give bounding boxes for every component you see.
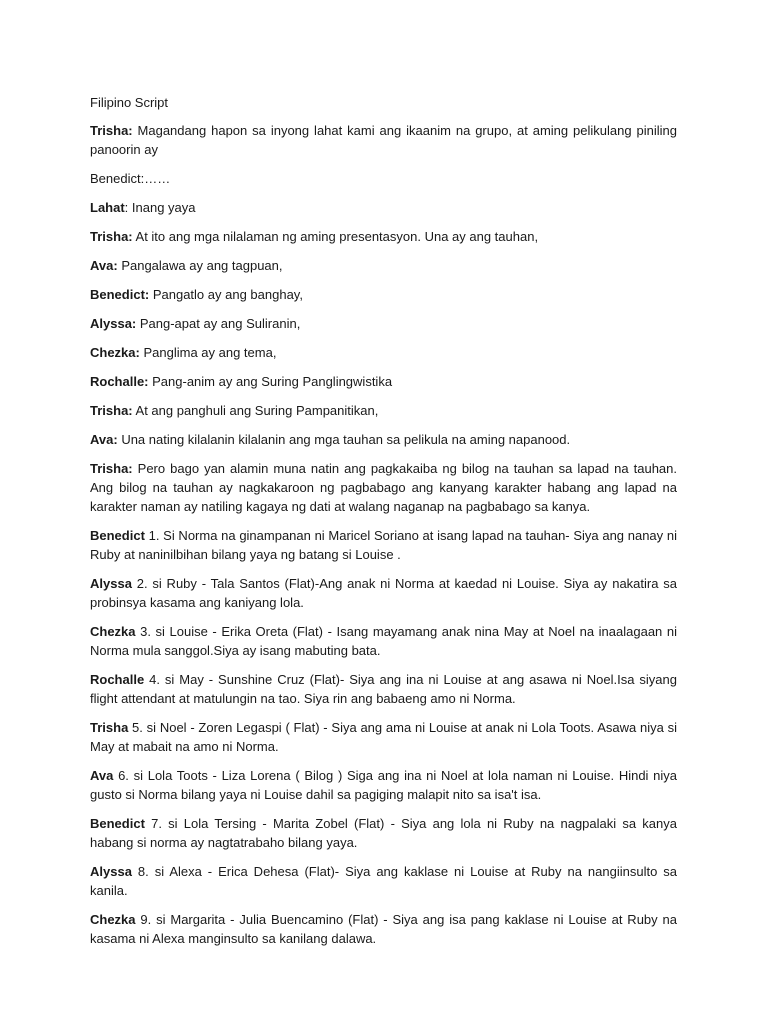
- speaker-name: Benedict:: [90, 287, 150, 302]
- speaker-name: Trisha:: [90, 229, 133, 244]
- dialogue-text: 4. si May - Sunshine Cruz (Flat)- Siya ang ina ni Louise at ang asawa ni Noel.Isa siyang flight attendant at matulungin na tao. Siya rin ang babaeng amo ni Norma.: [90, 672, 677, 706]
- dialogue-text: Pang-apat ay ang Suliranin,: [136, 316, 301, 331]
- script-line: [90, 718, 677, 756]
- script-line: [90, 430, 677, 449]
- dialogue-text: 2. si Ruby - Tala Santos (Flat)-Ang anak ni Norma at kaedad ni Louise. Siya ay nakatira sa probinsya kasama ang kaniyang lola.: [90, 576, 677, 610]
- speaker-name: Ava:: [90, 258, 118, 273]
- script-lines: [90, 121, 677, 948]
- speaker-name: Chezka:: [90, 345, 140, 360]
- script-line: [90, 401, 677, 420]
- document-title: Filipino Script: [90, 95, 169, 110]
- script-line: [90, 121, 677, 159]
- script-line: [90, 574, 677, 612]
- dialogue-text: Pero bago yan alamin muna natin ang pagkakaiba ng bilog na tauhan sa lapad na tauhan. Ang bilog na tauhan ay nagkakaroon ng pagbabago ang kanyang karakter habang ang lapad na karakter naman ay natiling kagaya ng dati at walang naganap na pagbabago sa kanya.: [90, 461, 677, 514]
- dialogue-text: 6. si Lola Toots - Liza Lorena ( Bilog ) Siga ang ina ni Noel at lola naman ni Louise. Hindi niya gusto si Norma bilang yaya ni Louise dahil sa pagiging malapit nito sa isa't isa.: [90, 768, 677, 802]
- dialogue-text: Una nating kilalanin kilalanin ang mga tauhan sa pelikula na aming napanood.: [117, 432, 571, 447]
- script-line: [90, 814, 677, 852]
- script-line: [90, 670, 677, 708]
- speaker-name: Trisha:: [90, 123, 133, 138]
- dialogue-text: 3. si Louise - Erika Oreta (Flat) - Isang mayamang anak nina May at Noel na inaalagaan ni Norma mula sanggol.Siya ay isang mabuting bata.: [90, 624, 677, 658]
- speaker-name: Rochalle: [90, 672, 145, 687]
- speaker-name: Benedict: [90, 816, 145, 831]
- speaker-name: Chezka: [90, 912, 136, 927]
- speaker-name: Trisha: [90, 720, 129, 735]
- dialogue-text: Panglima ay ang tema,: [139, 345, 277, 360]
- script-line: [90, 314, 677, 333]
- script-line: [90, 372, 677, 391]
- speaker-name: Alyssa: [90, 864, 132, 879]
- script-line: [90, 459, 677, 516]
- dialogue-text: Magandang hapon sa inyong lahat kami ang ikaanim na grupo, at aming pelikulang piniling panoorin ay: [90, 123, 677, 157]
- dialogue-text: Pangatlo ay ang banghay,: [149, 287, 303, 302]
- speaker-name: Trisha:: [90, 461, 133, 476]
- script-line: [90, 910, 677, 948]
- speaker-name: Chezka: [90, 624, 136, 639]
- dialogue-text: Pangalawa ay ang tagpuan,: [117, 258, 283, 273]
- speaker-name: Benedict: [90, 528, 145, 543]
- script-line: [90, 862, 677, 900]
- speaker-name: Lahat: [90, 200, 125, 215]
- dialogue-text: Pang-anim ay ang Suring Panglingwistika: [148, 374, 393, 389]
- script-line: [90, 198, 677, 217]
- dialogue-text: Benedict:……: [90, 171, 171, 186]
- script-line: [90, 169, 677, 188]
- dialogue-text: 5. si Noel - Zoren Legaspi ( Flat) - Siya ang ama ni Louise at anak ni Lola Toots. Asawa niya si May at mabait na amo ni Norma.: [90, 720, 677, 754]
- dialogue-text: At ito ang mga nilalaman ng aming presentasyon. Una ay ang tauhan,: [132, 229, 539, 244]
- script-line: [90, 256, 677, 275]
- script-line: [90, 526, 677, 564]
- speaker-name: Ava:: [90, 432, 118, 447]
- dialogue-text: 7. si Lola Tersing - Marita Zobel (Flat) - Siya ang lola ni Ruby na nagpalaki sa kanya habang si norma ay nagtatrabaho bilang yaya.: [90, 816, 677, 850]
- dialogue-text: At ang panghuli ang Suring Pampanitikan,: [132, 403, 379, 418]
- speaker-name: Ava: [90, 768, 114, 783]
- script-line: [90, 622, 677, 660]
- script-line: [90, 766, 677, 804]
- document-page: [90, 93, 677, 958]
- dialogue-text: : Inang yaya: [124, 200, 196, 215]
- speaker-name: Alyssa: [90, 576, 132, 591]
- script-line: [90, 343, 677, 362]
- dialogue-text: 8. si Alexa - Erica Dehesa (Flat)- Siya ang kaklase ni Louise at Ruby na nangiinsulto sa kanila.: [90, 864, 677, 898]
- speaker-name: Rochalle:: [90, 374, 149, 389]
- script-line: [90, 227, 677, 246]
- dialogue-text: 1. Si Norma na ginampanan ni Maricel Soriano at isang lapad na tauhan- Siya ang nanay ni Ruby at naninilbihan bilang yaya ng batang si Louise .: [90, 528, 677, 562]
- script-line: [90, 285, 677, 304]
- speaker-name: Alyssa:: [90, 316, 137, 331]
- speaker-name: Trisha:: [90, 403, 133, 418]
- dialogue-text: 9. si Margarita - Julia Buencamino (Flat) - Siya ang isa pang kaklase ni Louise at Ruby na kasama ni Alexa manginsulto sa kanilang dalawa.: [90, 912, 677, 946]
